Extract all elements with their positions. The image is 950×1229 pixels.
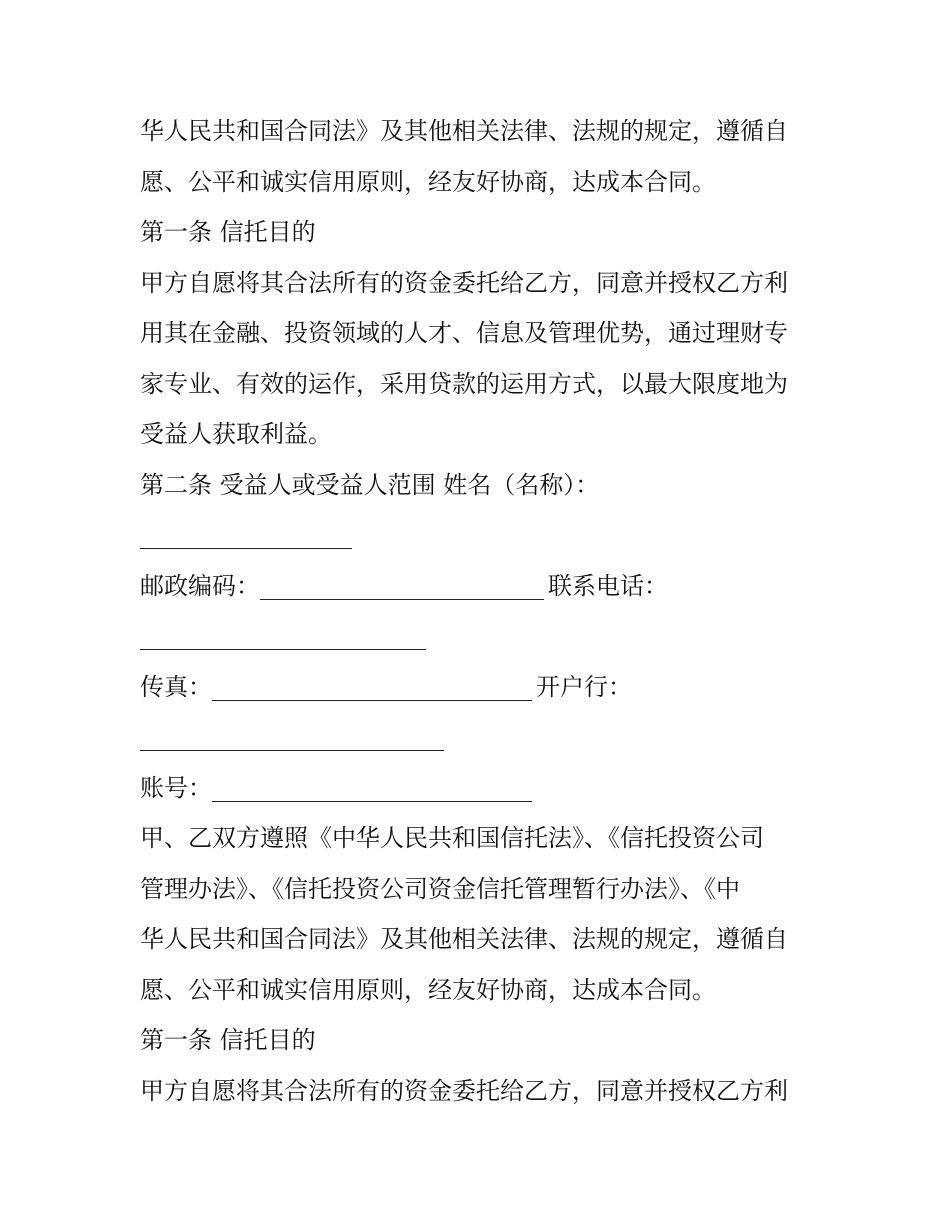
name-field-row: [140, 510, 812, 561]
phone-blank-line: [140, 648, 426, 650]
article-1-heading-repeat: 第一条 信托目的: [140, 1026, 316, 1054]
postcode-blank-line: [260, 598, 544, 600]
fax-bank-row: [140, 662, 812, 713]
fax-label: 传真：: [140, 672, 212, 701]
postcode-phone-row: [140, 561, 812, 612]
paragraph-line: 甲、乙双方遵照《中华人民共和国信托法》、《信托投资公司: [140, 824, 764, 852]
bank-field-row: [140, 712, 812, 763]
paragraph-line: 受益人获取利益。: [140, 420, 332, 448]
paragraph-line: 甲方自愿将其合法所有的资金委托给乙方，同意并授权乙方利: [140, 268, 788, 297]
bank-blank-line: [140, 749, 444, 751]
postcode-label: 邮政编码：: [140, 571, 260, 600]
account-label: 账号：: [140, 773, 212, 802]
fax-blank-line: [212, 699, 532, 701]
account-blank-line: [212, 800, 532, 802]
phone-field-row: [140, 611, 812, 662]
paragraph-line: 用其在金融、投资领域的人才、信息及管理优势，通过理财专: [140, 319, 788, 347]
article-1-heading: 第一条 信托目的: [140, 218, 316, 246]
account-row: [140, 763, 812, 814]
bank-label: 开户行：: [536, 672, 632, 701]
article-2-heading: 第二条 受益人或受益人范围 姓名（名称）：: [140, 470, 600, 499]
name-blank-line: [140, 547, 352, 549]
paragraph-line: 家专业、有效的运作，采用贷款的运用方式，以最大限度地为: [140, 369, 788, 398]
paragraph-line: 愿、公平和诚实信用原则，经友好协商，达成本合同。: [140, 167, 716, 196]
paragraph-line: 愿、公平和诚实信用原则，经友好协商，达成本合同。: [140, 975, 716, 1004]
paragraph-line: 华人民共和国合同法》及其他相关法律、法规的规定，遵循自: [140, 117, 788, 145]
paragraph-line: 管理办法》、《信托投资公司资金信托管理暂行办法》、《中: [140, 874, 740, 903]
document-body: [140, 106, 812, 1116]
phone-label: 联系电话：: [548, 571, 668, 600]
paragraph-line: 华人民共和国合同法》及其他相关法律、法规的规定，遵循自: [140, 925, 788, 953]
paragraph-line: 甲方自愿将其合法所有的资金委托给乙方，同意并授权乙方利: [140, 1076, 788, 1105]
